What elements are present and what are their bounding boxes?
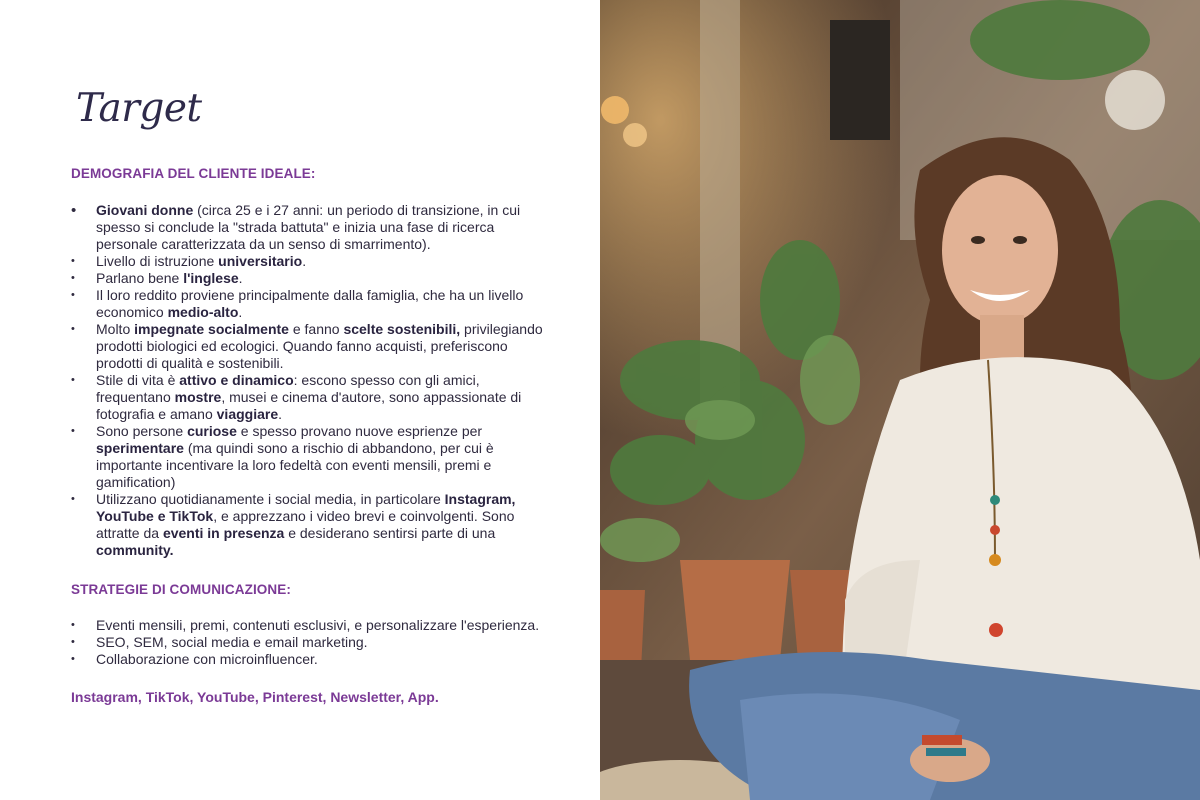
bold-text: eventi in presenza	[162, 525, 285, 541]
bold-text: community.	[96, 542, 174, 558]
bold-text: scelte sostenibili,	[343, 321, 461, 337]
demographics-item	[71, 270, 551, 287]
text: Parlano bene	[96, 270, 184, 286]
demographics-item	[71, 423, 551, 491]
demographics-heading: DEMOGRAFIA DEL CLIENTE IDEALE:	[71, 166, 316, 181]
text: Sono persone	[96, 423, 188, 439]
bold-text: attivo e dinamico	[179, 372, 294, 388]
bold-text: curiose	[187, 423, 237, 439]
demographics-item	[71, 321, 551, 372]
text: , musei e cinema d'autore, sono appassionate di fotografia e amano	[96, 389, 522, 422]
bold-text: impegnate socialmente	[134, 321, 289, 337]
strategy-item: • SEO, SEM, social media e email marketing.	[71, 634, 551, 651]
text: .	[238, 270, 243, 286]
text: Utilizzano quotidianamente i social media, in particolare	[96, 491, 445, 507]
text: Molto	[96, 321, 135, 337]
strategies-heading: STRATEGIE DI COMUNICAZIONE:	[71, 582, 291, 597]
demographics-item	[71, 372, 551, 423]
text: e fanno	[288, 321, 344, 337]
text: .	[302, 253, 307, 269]
page-title: Target	[76, 86, 202, 131]
demographics-item	[71, 253, 551, 270]
strategies-list	[71, 617, 551, 668]
bold-text: mostre	[174, 389, 222, 405]
text: .	[238, 304, 243, 320]
text: Livello di istruzione	[96, 253, 219, 269]
text: (circa 25 e i 27 anni: un periodo di transizione, in cui spesso si conclude la "strada battuta" e inizia una fase di ricerca personale caratterizzata da un senso di smarrimento).	[96, 202, 521, 252]
text: e desiderano sentirsi parte di una	[284, 525, 496, 541]
strategy-item: • Eventi mensili, premi, contenuti esclusivi, e personalizzare l'esperienza.	[71, 617, 551, 634]
demographics-item	[71, 202, 551, 253]
demographics-list	[71, 202, 551, 559]
bold-text: medio-alto	[167, 304, 239, 320]
text: : escono spesso con gli amici, frequentano	[96, 372, 480, 405]
bold-text: sperimentare	[96, 440, 184, 456]
bold-text: universitario	[218, 253, 303, 269]
text: privilegiando prodotti biologici ed ecologici. Quando fanno acquisti, preferiscono prodotti di qualità e sostenibili.	[96, 321, 543, 371]
demographics-item	[71, 491, 551, 559]
demographics-item	[71, 287, 551, 321]
woman-in-cafe-photo	[600, 0, 1200, 800]
text: Il loro reddito proviene principalmente dalla famiglia, che ha un livello economico	[96, 287, 524, 320]
text: Stile di vita è	[96, 372, 180, 388]
photo-panel	[600, 0, 1200, 800]
bold-text: viaggiare	[216, 406, 279, 422]
bold-text: l'inglese	[183, 270, 239, 286]
text: .	[278, 406, 283, 422]
bold-text: Giovani donne	[96, 202, 194, 218]
channels-list: Instagram, TikTok, YouTube, Pinterest, Newsletter, App.	[71, 689, 439, 705]
text: (ma quindi sono a rischio di abbandono, per cui è importante incentivare la loro fedeltà con eventi mensili, premi e gamification)	[96, 440, 494, 490]
text: , e apprezzano i video brevi e coinvolgenti. Sono attratte da	[96, 508, 515, 541]
strategy-item: • Collaborazione con microinfluencer.	[71, 651, 551, 668]
content	[71, 165, 551, 706]
text: e spesso provano nuove esprienze per	[236, 423, 483, 439]
bold-text: Instagram, YouTube e TikTok	[96, 491, 516, 524]
